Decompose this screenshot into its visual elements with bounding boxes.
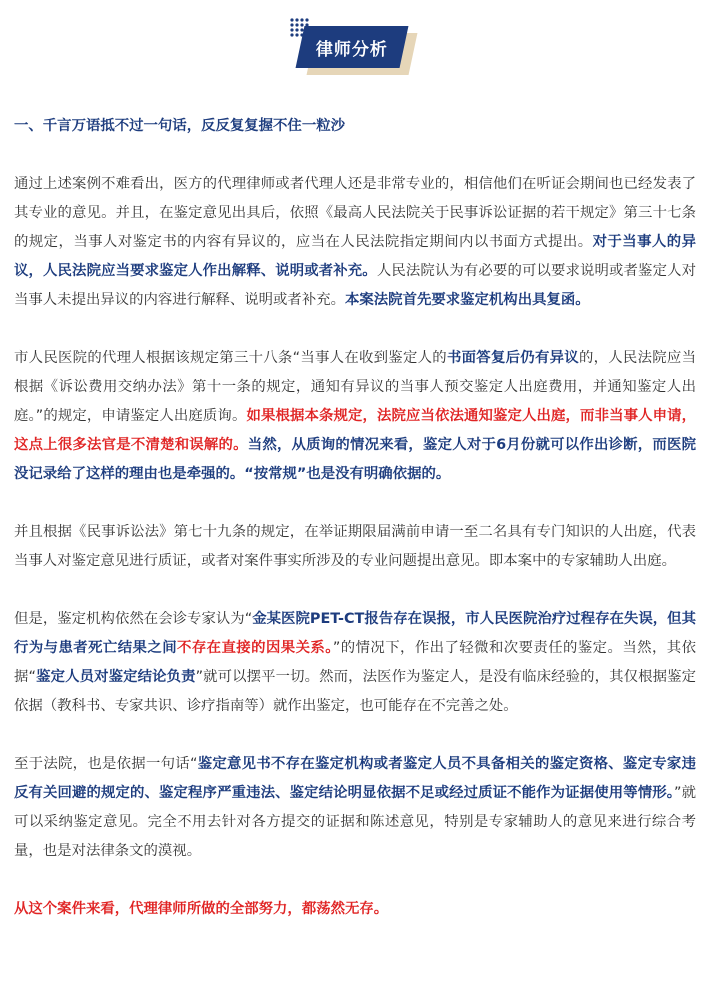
p5-highlight: 鉴定意见书不存在鉴定机构或者鉴定人员不具备相关的鉴定资格、鉴定专家违反有关回避的规定的、鉴定程序严重违法、鉴定结论明显依据不足或经过质证不能作为证据使用等情形。 — [14, 756, 696, 801]
p1-highlight-2: 本案法院首先要求鉴定机构出具复函。 — [345, 292, 590, 308]
p5-text-2: ”就可以采纳鉴定意见。完全不用去针对各方提交的证据和陈述意见，特别是专家辅助人的意见来进行综合考量，也是对法律条文的漠视。 — [14, 785, 696, 859]
p1-text: 通过上述案例不难看出，医方的代理律师或者代理人还是非常专业的，相信他们在听证会期间也已经发表了其专业的意见。并且，在鉴定意见出具后，依照《最高人民法院关于民事诉讼证据的若干规定》第三十七条的规定，当事人对鉴定书的内容有异议的，应当在人民法院指定期间内以书面方式提出。 — [14, 176, 696, 250]
p4-text: 但是，鉴定机构依然在会诊专家认为“ — [14, 611, 253, 627]
badge-label: 律师分析 — [316, 39, 388, 60]
article-body — [14, 112, 696, 953]
paragraph-4 — [14, 605, 696, 721]
paragraph-2 — [14, 344, 696, 489]
paragraph-5 — [14, 750, 696, 866]
section-header — [0, 0, 711, 90]
p1-highlight: 对于当事人的异议，人民法院应当要求鉴定人作出解释、说明或者补充。 — [14, 234, 696, 279]
p4-highlight-2: 鉴定人员对鉴定结论负责 — [35, 669, 196, 685]
conclusion: 从这个案件来看，代理律师所做的全部努力，都荡然无存。 — [14, 901, 389, 917]
p2-highlight: 书面答复后仍有异议 — [446, 350, 579, 366]
p2-red-emphasis: 如果根据本条规定，法院应当依法通知鉴定人出庭，而非当事人申请，这点上很多法官是不清楚和误解的。 — [14, 408, 696, 453]
paragraph-3 — [14, 518, 696, 576]
section-heading: 一、千言万语抵不过一句话，反反复复握不住一粒沙 — [14, 118, 345, 134]
paragraph-1 — [14, 170, 696, 315]
p4-text-2: ”的情况下，作出了轻微和次要责任的鉴定。当然，其依据“ — [14, 640, 696, 685]
p2-highlight-2: 当然，从质询的情况来看，鉴定人对于6月份就可以作出诊断，而医院没记录给了这样的理由也是牵强的。“按常规”也是没有明确依据的。 — [14, 437, 696, 482]
title-badge — [296, 26, 409, 68]
p1-text-2: 人民法院认为有必要的可以要求说明或者鉴定人对当事人未提出异议的内容进行解释、说明或者补充。 — [14, 263, 696, 308]
p3-text: 并且根据《民事诉讼法》第七十九条的规定，在举证期限届满前申请一至二名具有专门知识的人出庭，代表当事人对鉴定意见进行质证，或者对案件事实所涉及的专业问题提出意见。即本案中的专家辅助人出庭。 — [14, 524, 696, 569]
p2-text-2: 的，人民法院应当根据《诉讼费用交纳办法》第十一条的规定，通知有异议的当事人预交鉴定人出庭费用，并通知鉴定人出庭。”的规定，申请鉴定人出庭质询。 — [14, 350, 696, 424]
p4-text-3: ”就可以摆平一切。然而，法医作为鉴定人，是没有临床经验的，其仅根据鉴定依据（教科书、专家共识、诊疗指南等）就作出鉴定，也可能存在不完善之处。 — [14, 669, 696, 714]
p5-text: 至于法院，也是依据一句话“ — [14, 756, 198, 772]
p4-highlight: 金某医院PET-CT报告存在误报，市人民医院治疗过程存在失误，但其行为与患者死亡结果之间 — [14, 611, 696, 656]
p2-text: 市人民医院的代理人根据该规定第三十八条“当事人在收到鉴定人的 — [14, 350, 447, 366]
p4-red-emphasis: 不存在直接的因果关系。 — [177, 640, 333, 656]
